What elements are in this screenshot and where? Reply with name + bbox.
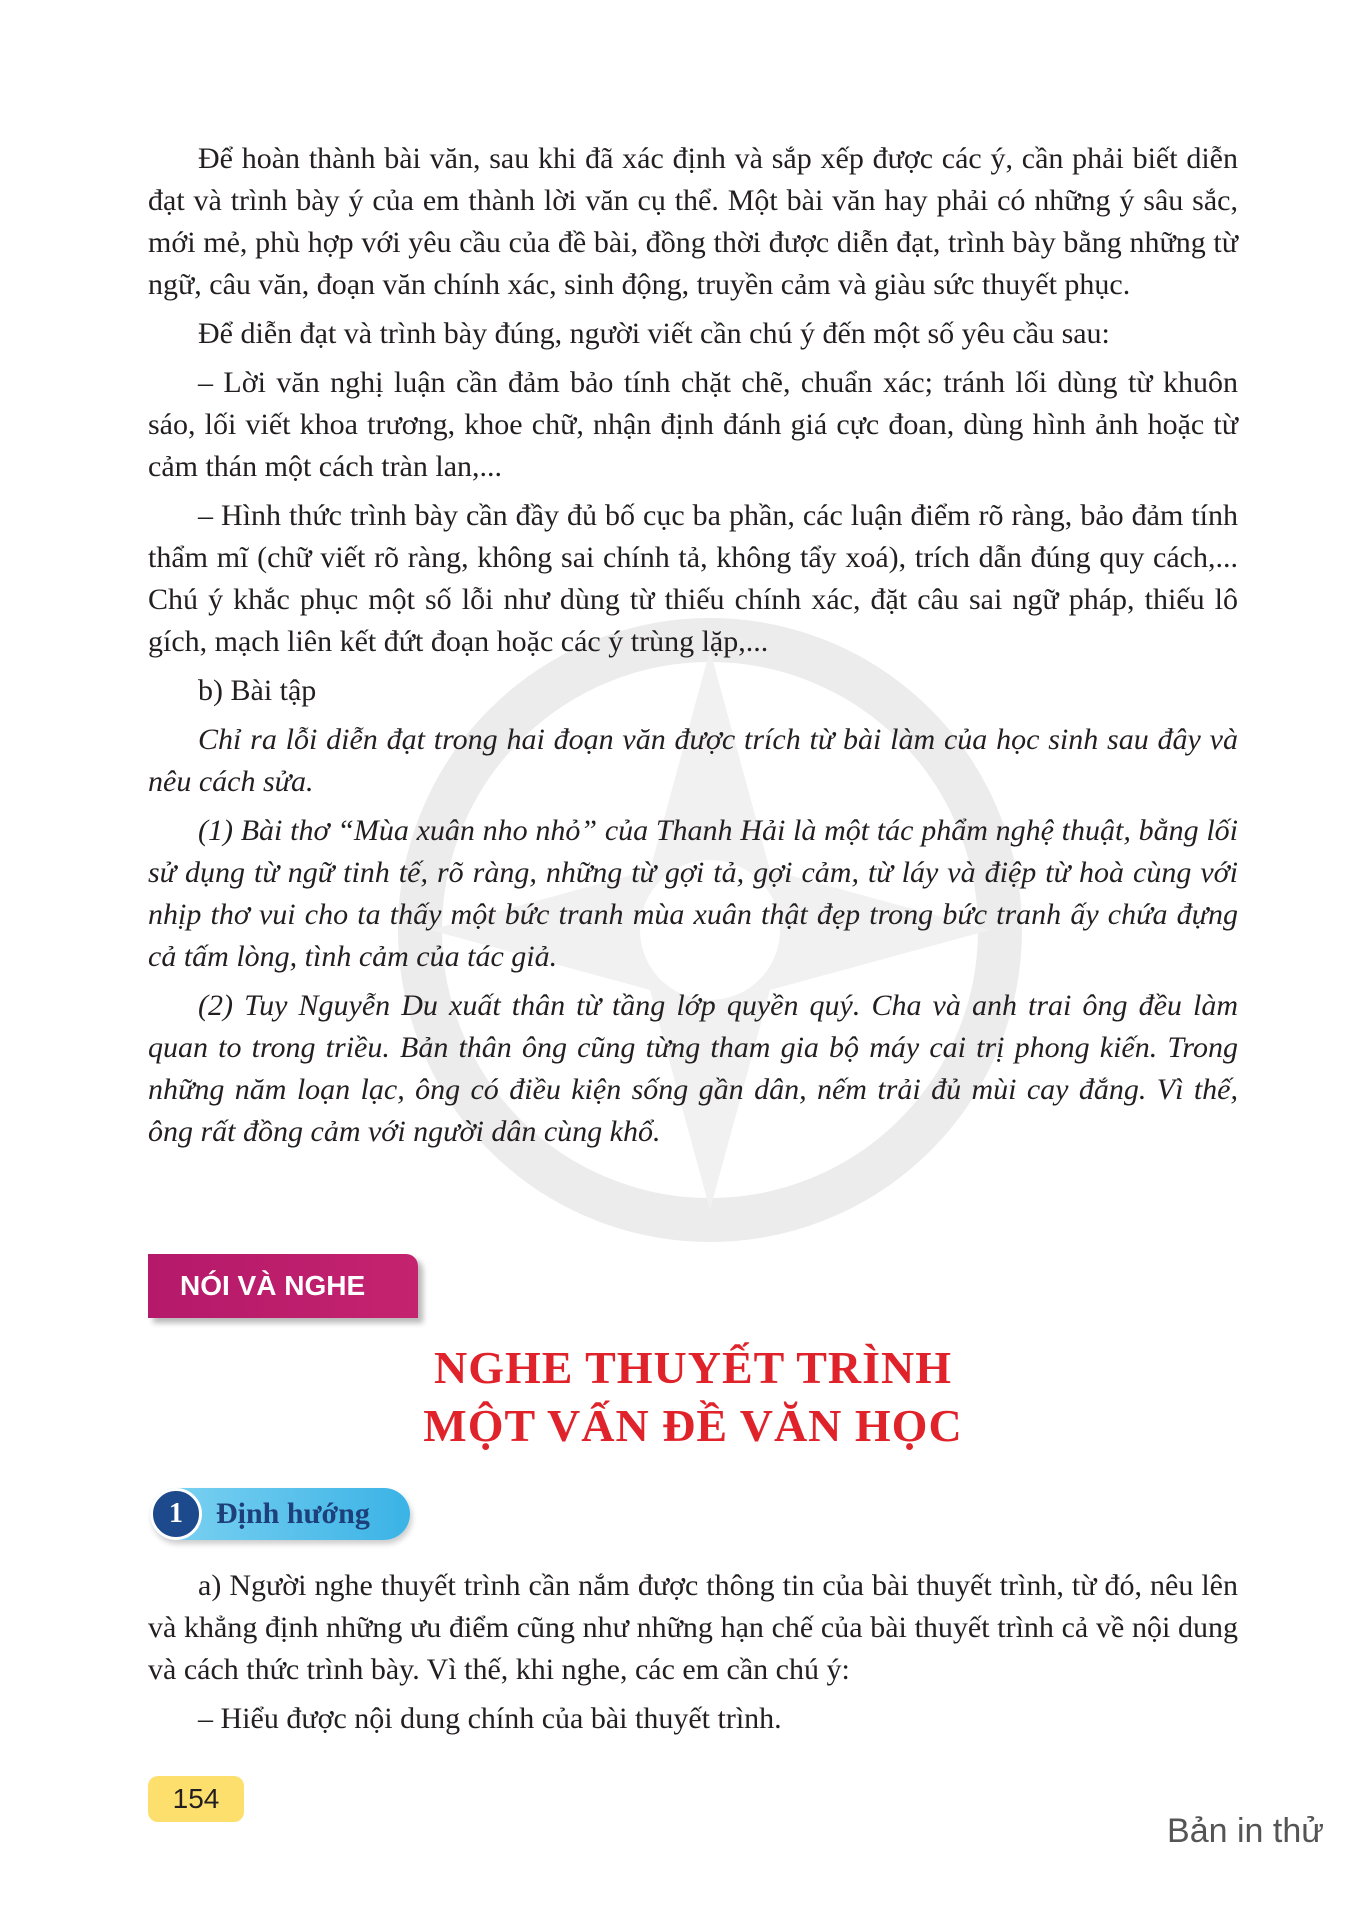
exercise-prompt: Chỉ ra lỗi diễn đạt trong hai đoạn văn được trích từ bài làm của học sinh sau đây và nêu cách sửa. [148,723,1238,798]
section-tab: NÓI VÀ NGHE [148,1254,418,1318]
example-paragraph-1: (1) Bài thơ “Mùa xuân nho nhỏ” của Thanh Hải là một tác phẩm nghệ thuật, bằng lối sử dụng từ ngữ tinh tế, rõ ràng, những từ gợi tả, gợi cảm, từ láy và điệp từ hoà cùng với nhịp thơ vui cho ta thấy một bức tranh mùa xuân thật đẹp trong bức tranh ấy chứa đựng cả tấm lòng, tình cảm của tác giả. [148,814,1238,973]
orientation-text [148,1565,1238,1740]
paragraph: a) Người nghe thuyết trình cần nắm được thông tin của bài thuyết trình, từ đó, nêu lên và khẳng định những ưu điểm cũng như những hạn chế của bài thuyết trình cả về nội dung và cách thức trình bày. Vì thế, khi nghe, các em cần chú ý: [148,1569,1238,1686]
lesson-title-line-1: NGHE THUYẾT TRÌNH [433,1342,953,1393]
heading-label: Định hướng [216,1497,370,1530]
draft-label: Bản in thử [1167,1812,1324,1850]
section-heading [150,1488,410,1540]
paragraph: – Hiểu được nội dung chính của bài thuyết trình. [198,1702,782,1735]
paragraph: – Hình thức trình bày cần đầy đủ bố cục ba phần, các luận điểm rõ ràng, bảo đảm tính thẩm mĩ (chữ viết rõ ràng, không sai chính tả, không tẩy xoá), trích dẫn đúng quy cách,... Chú ý khắc phục một số lỗi như dùng từ thiếu chính xác, đặt câu sai ngữ pháp, thiếu lô gích, mạch liên kết đứt đoạn hoặc các ý trùng lặp,... [148,499,1238,658]
paragraph: Để diễn đạt và trình bày đúng, người viết cần chú ý đến một số yêu cầu sau: [198,317,1110,350]
paragraph: Để hoàn thành bài văn, sau khi đã xác định và sắp xếp được các ý, cần phải biết diễn đạt và trình bày ý của em thành lời văn cụ thể. Một bài văn hay phải có những ý sâu sắc, mới mẻ, phù hợp với yêu cầu của đề bài, đồng thời được diễn đạt, trình bày bằng những từ ngữ, câu văn, đoạn văn chính xác, sinh động, truyền cảm và giàu sức thuyết phục. [148,142,1238,301]
main-text [148,138,1238,1153]
exercise-label: b) Bài tập [198,674,317,707]
heading-number-badge: 1 [150,1488,202,1540]
page-number: 154 [148,1776,244,1822]
lesson-title-line-2: MỘT VẤN ĐỀ VĂN HỌC [423,1400,963,1451]
paragraph: – Lời văn nghị luận cần đảm bảo tính chặt chẽ, chuẩn xác; tránh lối dùng từ khuôn sáo, lối viết khoa trương, khoe chữ, nhận định đánh giá cực đoan, dùng hình ảnh hoặc từ cảm thán một cách tràn lan,... [148,366,1238,483]
example-paragraph-2: (2) Tuy Nguyễn Du xuất thân từ tầng lớp quyền quý. Cha và anh trai ông đều làm quan to trong triều. Bản thân ông cũng từng tham gia bộ máy cai trị phong kiến. Trong những năm loạn lạc, ông có điều kiện sống gần dân, nếm trải đủ mùi cay đắng. Vì thế, ông rất đồng cảm với người dân cùng khổ. [148,989,1238,1148]
